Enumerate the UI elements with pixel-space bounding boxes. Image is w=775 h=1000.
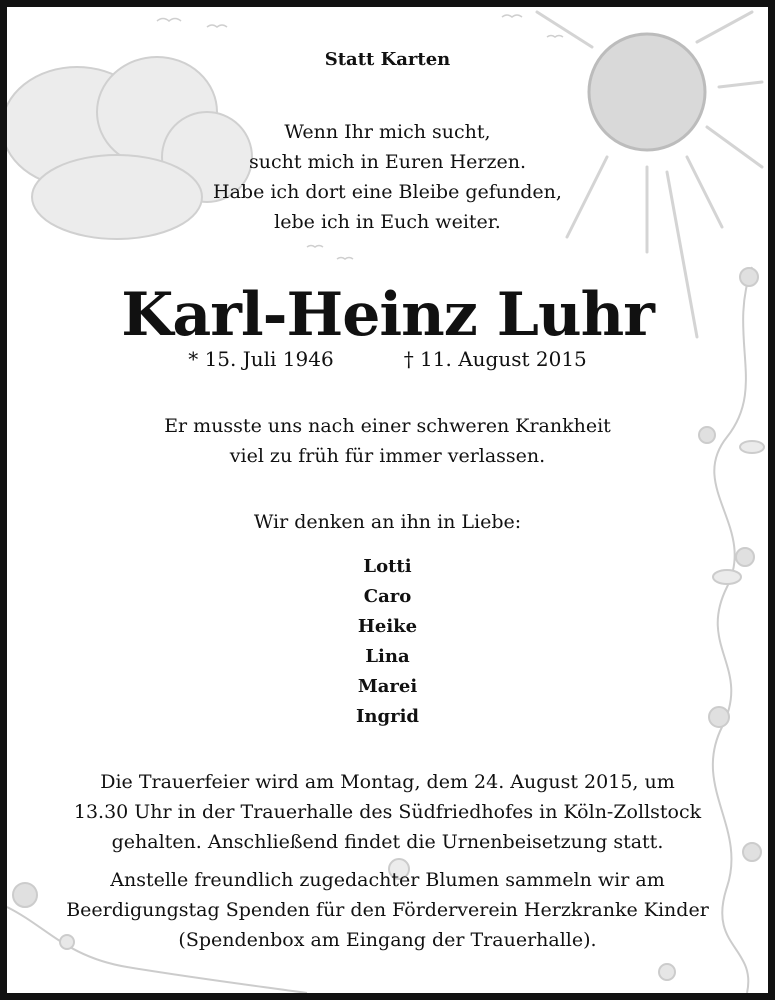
obituary-text bbox=[7, 7, 768, 993]
poem-line-3: Habe ich dort eine Bleibe gefunden, bbox=[213, 181, 562, 203]
header-statt-karten: Statt Karten bbox=[324, 49, 451, 70]
mourner-name: Lotti bbox=[363, 556, 412, 577]
deceased-name: Karl-Heinz Luhr bbox=[121, 280, 654, 350]
message-line-2: viel zu früh für immer verlassen. bbox=[229, 445, 546, 467]
mourner-name: Heike bbox=[357, 616, 418, 637]
poem-line-1: Wenn Ihr mich sucht, bbox=[284, 121, 491, 143]
donation-line-1: Anstelle freundlich zugedachter Blumen sammeln wir am bbox=[110, 869, 665, 891]
remembrance-line: Wir denken an ihn in Liebe: bbox=[253, 511, 522, 533]
funeral-line-2: 13.30 Uhr in der Trauerhalle des Südfriedhofes in Köln-Zollstock bbox=[73, 801, 702, 823]
message-line-1: Er musste uns nach einer schweren Krankheit bbox=[164, 415, 611, 437]
funeral-line-1: Die Trauerfeier wird am Montag, dem 24. August 2015, um bbox=[100, 771, 675, 793]
poem-line-2: sucht mich in Euren Herzen. bbox=[248, 151, 527, 173]
funeral-line-3: gehalten. Anschließend findet die Urnenbeisetzung statt. bbox=[111, 831, 664, 853]
mourner-name: Marei bbox=[357, 676, 418, 697]
death-date: † 11. August 2015 bbox=[403, 347, 587, 371]
poem-line-4: lebe ich in Euch weiter. bbox=[274, 211, 501, 233]
donation-line-3: (Spendenbox am Eingang der Trauerhalle). bbox=[178, 929, 597, 951]
mourner-name: Lina bbox=[365, 646, 410, 667]
mourner-name: Ingrid bbox=[356, 706, 419, 727]
donation-line-2: Beerdigungstag Spenden für den Förderverein Herzkranke Kinder bbox=[66, 899, 709, 921]
birth-date: * 15. Juli 1946 bbox=[188, 347, 334, 371]
mourner-name: Caro bbox=[363, 586, 412, 607]
life-dates bbox=[7, 347, 768, 371]
